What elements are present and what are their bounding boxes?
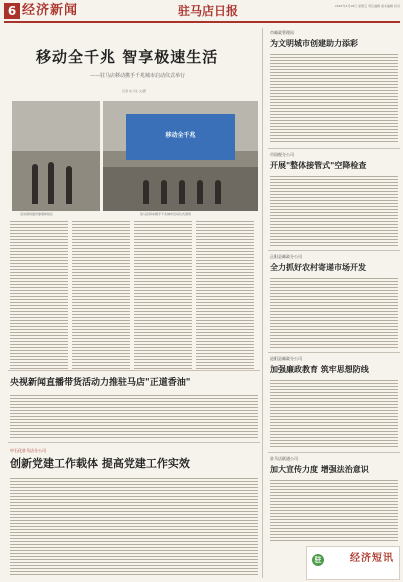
party-body (10, 476, 258, 576)
sidebar-divider-1 (268, 148, 400, 149)
lead-photo-left-caption: 活动现场嘉宾参观体验区 (20, 212, 54, 216)
lead-headline: 移动全千兆 智享极速生活 (36, 48, 219, 66)
sidebar-body-1 (270, 52, 398, 144)
sidebar-body-4 (270, 378, 398, 448)
sidebar-kicker-3: 正阳县邮政分公司 (270, 254, 302, 259)
section-title: 经济新闻 (22, 3, 79, 18)
sidebar-body-5 (270, 478, 398, 542)
sidebar-title-5: 加大宣传力度 增强法治意识 (270, 464, 369, 474)
sidebar-divider-2 (268, 250, 400, 251)
sidebar-kicker-1: 市邮政管理局 (270, 30, 294, 35)
sidebar-kicker-5: 驻马店联通公司 (270, 456, 298, 461)
sidebar-title-1: 为文明城市创建助力添彩 (270, 38, 358, 48)
lead-body-col-2 (72, 219, 130, 369)
sidebar-body-2 (270, 174, 398, 246)
briefs-title: 经济短讯 (350, 553, 394, 564)
section-divider (8, 370, 260, 371)
sidebar-kicker-2: 市国税分公司 (270, 152, 294, 157)
party-headline: 创新党建工作载体 提高党建工作实效 (10, 457, 190, 470)
column-divider (262, 28, 263, 578)
lead-photo-main-caption: 驻马店移动携手千兆城市启动仪式现场 (140, 212, 192, 216)
party-kicker: 中石化驻马店分公司 (10, 448, 46, 453)
sidebar-divider-3 (268, 352, 400, 353)
lead-subheadline: ——驻马店移动携手千兆城市启动仪式举行 (90, 73, 186, 79)
header-rule (4, 21, 400, 23)
header-meta: 2025年4月18日 星期五 责任编辑 美术编辑 校对 (334, 4, 400, 8)
lead-body-col-4 (196, 219, 254, 369)
masthead-logo: 驻马店日报 (178, 4, 239, 18)
sidebar-title-2: 开展"整体接管式"空降检查 (270, 160, 367, 170)
sidebar-body-3 (270, 276, 398, 348)
livestream-body (10, 393, 258, 439)
sidebar-divider-4 (268, 452, 400, 453)
lead-byline: 记者 实习生 文/图 (122, 89, 146, 93)
lead-body-col-1 (10, 219, 68, 369)
screen-text: 移动全千兆 (165, 131, 196, 139)
leaf-icon: 驻 (312, 554, 324, 566)
sidebar-title-4: 加强廉政教育 筑牢思想防线 (270, 364, 369, 374)
livestream-headline: 央视新闻直播带货活动力推驻马店"正道香油" (10, 378, 191, 388)
sidebar-title-3: 全力抓好农村寄递市场开发 (270, 262, 366, 272)
lead-photo-main (103, 101, 258, 211)
page-number: 6 (4, 3, 20, 19)
section-divider-2 (8, 442, 260, 443)
sidebar-kicker-4: 泌阳县邮政分公司 (270, 356, 302, 361)
lead-body-col-3 (134, 219, 192, 369)
lead-photo-left (12, 101, 100, 211)
